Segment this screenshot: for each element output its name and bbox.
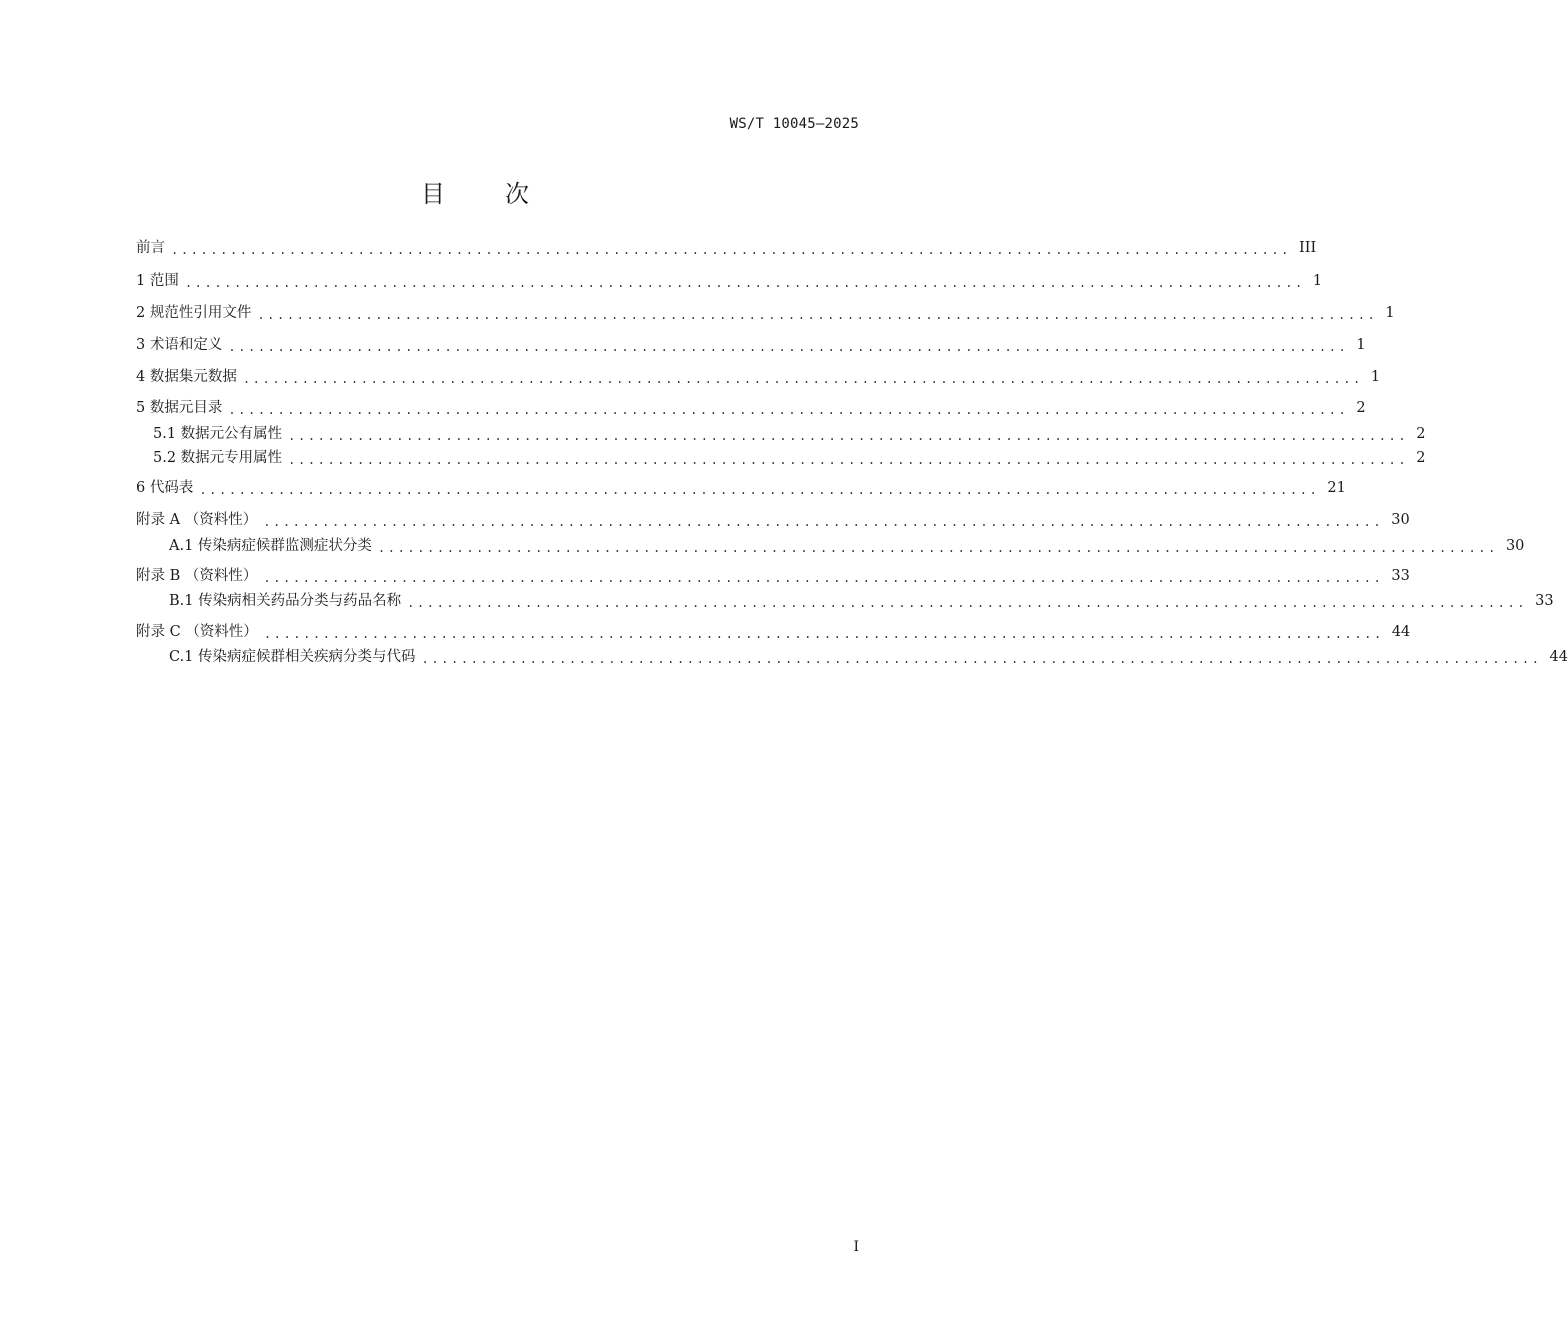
toc-entry-label: 前言 (136, 240, 165, 256)
toc-entry-page: 30 (1391, 512, 1410, 528)
toc-entry-page: 1 (1385, 305, 1395, 321)
toc-leader-dots: .................................................................................................................. (242, 372, 1363, 386)
toc-entry-public-attributes[interactable] (153, 422, 1426, 446)
toc-entry-appendix-a[interactable] (136, 508, 1410, 532)
toc-entry-label: A.1 传染病症候群监测症状分类 (169, 538, 372, 554)
toc-entry-page: 1 (1370, 369, 1381, 385)
toc-entry-label: 5.1 数据元公有属性 (153, 426, 283, 442)
standard-code: WS/T 10045—2025 (729, 116, 859, 132)
toc-entry-page: 2 (1416, 450, 1426, 466)
toc-entry-page: 30 (1505, 538, 1525, 554)
toc-entry-page: 2 (1356, 400, 1366, 416)
toc-entry-label: 附录 C （资料性） (136, 624, 258, 640)
toc-leader-dots: .................................................................................................................. (288, 429, 1409, 443)
toc-entry-page: 33 (1391, 568, 1410, 584)
toc-entry-preface[interactable] (136, 236, 1317, 260)
toc-entry-page: 1 (1312, 273, 1323, 289)
toc-entry-label: 4 数据集元数据 (136, 369, 237, 385)
toc-entry-label: 5 数据元目录 (136, 400, 223, 416)
toc-leader-dots: .................................................................................................................. (288, 453, 1409, 467)
toc-entry-label: 1 范围 (136, 273, 179, 289)
toc-entry-page: III (1299, 240, 1317, 256)
toc-entry-page: 21 (1327, 480, 1346, 496)
toc-entry-page: 33 (1535, 593, 1554, 609)
toc-leader-dots: .................................................................................................................. (199, 483, 1320, 497)
toc-entry-label: 5.2 数据元专用属性 (153, 450, 283, 466)
toc-entry-appendix-a1[interactable] (169, 534, 1525, 558)
toc-entry-private-attributes[interactable] (153, 446, 1426, 470)
toc-entry-appendix-b1[interactable] (169, 589, 1554, 613)
toc-entry-page: 1 (1356, 337, 1366, 353)
toc-entry-appendix-c1[interactable] (169, 645, 1568, 669)
toc-entry-normative-references[interactable] (136, 301, 1395, 325)
toc-entry-data-element-catalog[interactable] (136, 396, 1366, 420)
toc-leader-dots: .................................................................................................................. (228, 403, 1349, 417)
toc-entry-label: B.1 传染病相关药品分类与药品名称 (169, 593, 402, 609)
toc-leader-dots: .................................................................................................................. (263, 515, 1384, 529)
toc-entry-dataset-metadata[interactable] (136, 365, 1381, 389)
toc-entry-label: 6 代码表 (136, 480, 194, 496)
toc-leader-dots: .................................................................................................................. (421, 652, 1542, 666)
toc-entry-label: 2 规范性引用文件 (136, 305, 252, 321)
toc-entry-label: C.1 传染病症候群相关疾病分类与代码 (169, 649, 416, 665)
toc-entry-appendix-c[interactable] (136, 620, 1411, 644)
toc-leader-dots: .................................................................................................................. (263, 627, 1384, 641)
toc-entry-label: 3 术语和定义 (136, 337, 223, 353)
toc-entry-page: 44 (1391, 624, 1411, 640)
toc-leader-dots: .................................................................................................................. (257, 308, 1378, 322)
toc-leader-dots: .................................................................................................................. (228, 340, 1349, 354)
toc-entry-terms[interactable] (136, 333, 1366, 357)
toc-leader-dots: .................................................................................................................. (263, 571, 1384, 585)
toc-leader-dots: .................................................................................................................. (171, 243, 1292, 257)
toc-leader-dots: .................................................................................................................. (377, 541, 1498, 555)
toc-entry-code-tables[interactable] (136, 476, 1346, 500)
toc-entry-appendix-b[interactable] (136, 564, 1410, 588)
toc-leader-dots: .................................................................................................................. (184, 276, 1305, 290)
toc-leader-dots: .................................................................................................................. (407, 596, 1528, 610)
toc-entry-label: 附录 A （资料性） (136, 512, 258, 528)
toc-entry-scope[interactable] (136, 269, 1323, 293)
toc-entry-page: 44 (1549, 649, 1568, 665)
page-number: I (853, 1239, 859, 1255)
toc-entry-page: 2 (1416, 426, 1426, 442)
page-title: 目 次 (421, 180, 547, 208)
toc-entry-label: 附录 B （资料性） (136, 568, 258, 584)
